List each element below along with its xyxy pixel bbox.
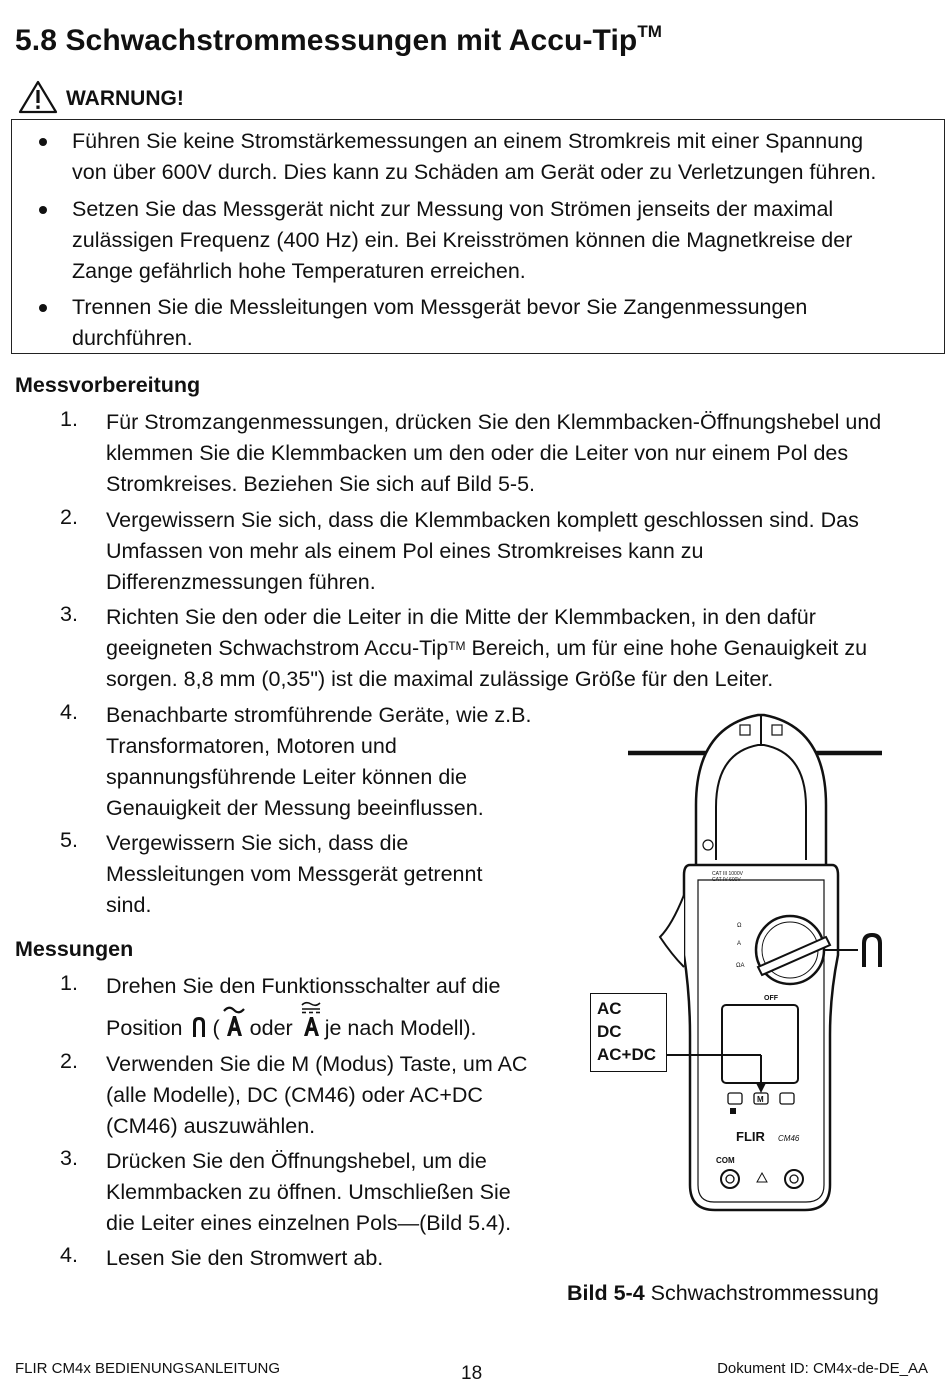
list-item [106, 1146, 511, 1239]
list-number: 2. [60, 1049, 78, 1073]
list-number: 5. [60, 828, 78, 852]
text-span: oder [249, 1016, 293, 1040]
text-line: sind. [106, 893, 152, 917]
list-item [106, 971, 500, 1044]
text-line: Transformatoren, Motoren und [106, 734, 397, 758]
bullet-dot [39, 138, 47, 146]
bullet-dot [39, 206, 47, 214]
text-line: (alle Modelle), DC (CM46) oder AC+DC [106, 1083, 483, 1107]
list-number: 3. [60, 602, 78, 626]
list-item [106, 505, 859, 598]
text-line: Lesen Sie den Stromwert ab. [106, 1246, 384, 1270]
warning-bullet [72, 126, 942, 188]
text-line [106, 1004, 500, 1044]
footer-document-id: Dokument ID: CM4x-de-DE_AA [717, 1360, 928, 1377]
svg-text:Ω: Ω [737, 923, 742, 929]
svg-text:M: M [757, 1095, 764, 1104]
callout-label: DC [597, 1022, 622, 1041]
text-line: Benachbarte stromführende Geräte, wie z.B. [106, 703, 532, 727]
text-line: Vergewissern Sie sich, dass die [106, 831, 409, 855]
list-number: 2. [60, 505, 78, 529]
list-number: 4. [60, 1243, 78, 1267]
text-line: zulässigen Frequenz (400 Hz) ein. Bei Kreisströmen können die Magnetkreise der [72, 228, 853, 252]
clamp-jaw-icon [862, 933, 882, 967]
text-line: Genauigkeit der Messung beeinflussen. [106, 796, 484, 820]
page-number: 18 [461, 1363, 483, 1384]
text-span: Position [106, 1016, 183, 1040]
list-number: 1. [60, 407, 78, 431]
list-item [106, 407, 881, 500]
acdc-ampere-icon [299, 1000, 323, 1040]
text-line: durchführen. [72, 326, 193, 350]
text-line: Drücken Sie den Öffnungshebel, um die [106, 1149, 487, 1173]
warning-title: WARNUNG! [66, 87, 184, 110]
warning-header [18, 80, 184, 114]
text-line: geeigneten Schwachstrom Accu-Tip™ Bereich, um für eine hohe Genauigkeit zu [106, 636, 868, 660]
text-span: ( [212, 1016, 220, 1040]
section-heading-preparation: Messvorbereitung [15, 373, 201, 397]
com-label: COM [716, 1156, 735, 1165]
list-item [106, 828, 482, 921]
text-line: spannungsführende Leiter können die [106, 765, 468, 789]
text-line: Verwenden Sie die M (Modus) Taste, um AC [106, 1052, 528, 1076]
list-number: 4. [60, 700, 78, 724]
text-line: Setzen Sie das Messgerät nicht zur Messung von Strömen jenseits der maximal [72, 197, 834, 221]
bullet-dot [39, 304, 47, 312]
text-line: von über 600V durch. Dies kann zu Schäden am Gerät oder zu Verletzungen führen. [72, 160, 877, 184]
warning-box [11, 119, 945, 354]
model-label: CM46 [778, 1134, 800, 1143]
jaw-trigger [660, 895, 684, 967]
list-item [106, 700, 531, 824]
list-number: 3. [60, 1146, 78, 1170]
figure-caption: Bild 5-4 Schwachstrommessung [567, 1281, 879, 1305]
brand-label: FLIR [736, 1129, 765, 1144]
text-line: Messleitungen vom Messgerät getrennt [106, 862, 483, 886]
svg-text:ΩA: ΩA [736, 963, 745, 969]
clamp-jaw-icon [189, 1015, 209, 1039]
list-item [106, 1049, 527, 1142]
text-line: sorgen. 8,8 mm (0,35") ist die maximal zulässige Größe für den Leiter. [106, 667, 774, 691]
cat-label: CAT III 1000V [712, 871, 743, 877]
mode-callout-box [590, 993, 667, 1072]
text-line: (CM46) auszuwählen. [106, 1114, 316, 1138]
dial-off-label: OFF [764, 995, 778, 1002]
text-line: die Leiter eines einzelnen Pols—(Bild 5.4). [106, 1211, 512, 1235]
text-line: Drehen Sie den Funktionsschalter auf die [106, 974, 501, 998]
list-number: 1. [60, 971, 78, 995]
cat-label: CAT IV 600V [712, 877, 741, 883]
text-line: klemmen Sie die Klemmbacken um den oder die Leiter von nur einem Pol des [106, 441, 849, 465]
page-title: 5.8 Schwachstrommessungen mit Accu-Tip™ [15, 22, 663, 57]
section-heading-measurements: Messungen [15, 937, 134, 961]
svg-text:A: A [737, 941, 742, 947]
callout-label: AC [597, 999, 622, 1018]
text-span: je nach Modell). [324, 1016, 477, 1040]
list-item [106, 602, 867, 695]
text-line: Differenzmessungen führen. [106, 570, 376, 594]
text-line: Klemmbacken zu öffnen. Umschließen Sie [106, 1180, 511, 1204]
text-line: Umfassen von mehr als einem Pol eines Stromkreises kann zu [106, 539, 704, 563]
clamp-meter-illustration [580, 705, 910, 1230]
text-line: Vergewissern Sie sich, dass die Klemmbacken komplett geschlossen sind. Das [106, 508, 859, 532]
callout-label: AC+DC [597, 1045, 657, 1064]
footer-title: FLIR CM4x BEDIENUNGSANLEITUNG [15, 1360, 281, 1377]
warning-bullet [72, 194, 942, 287]
list-item [106, 1243, 383, 1274]
text-line: Führen Sie keine Stromstärkemessungen an einem Stromkreis mit einer Spannung [72, 129, 864, 153]
text-line: Stromkreises. Beziehen Sie sich auf Bild 5-5. [106, 472, 536, 496]
text-line: Trennen Sie die Messleitungen vom Messgerät bevor Sie Zangenmessungen [72, 295, 808, 319]
text-line: Für Stromzangenmessungen, drücken Sie den Klemmbacken-Öffnungshebel und [106, 410, 882, 434]
text-line: Zange gefährlich hohe Temperaturen erreichen. [72, 259, 526, 283]
text-line: Richten Sie den oder die Leiter in die Mitte der Klemmbacken, in den dafür [106, 605, 816, 629]
warning-bullet [72, 292, 942, 354]
ac-ampere-icon [222, 1004, 246, 1040]
warning-triangle-icon [18, 80, 58, 114]
